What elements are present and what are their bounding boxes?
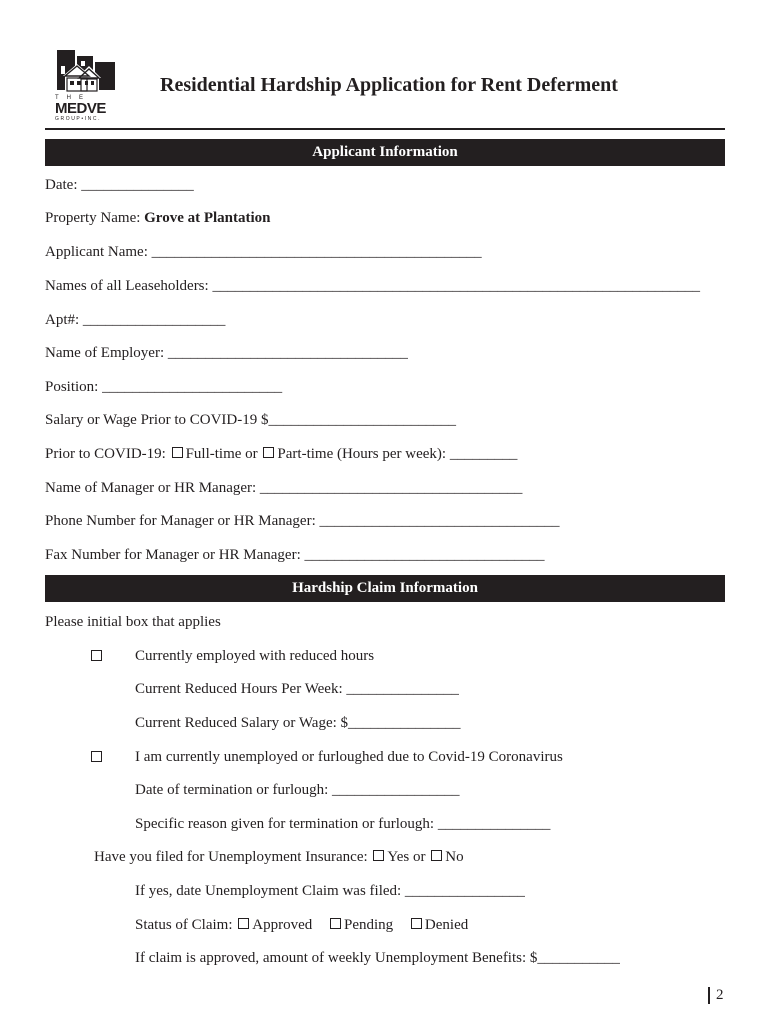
phone-field[interactable]: Phone Number for Manager or HR Manager: ________________________________ — [45, 513, 560, 529]
pending-label: Pending — [344, 917, 394, 933]
approved-label: Approved — [252, 917, 313, 933]
approved-checkbox[interactable] — [238, 918, 249, 929]
date-field[interactable]: Date: _______________ — [45, 177, 194, 193]
property-name-field — [45, 210, 271, 227]
page-number-divider — [708, 987, 710, 1004]
section-header-hardship: Hardship Claim Information — [45, 575, 725, 602]
reduced-hours-label: Currently employed with reduced hours — [135, 648, 375, 664]
parttime-checkbox[interactable] — [263, 447, 274, 458]
pending-checkbox[interactable] — [330, 918, 341, 929]
ui-question-label: Have you filed for Unemployment Insurance: — [94, 849, 368, 865]
ui-question — [94, 849, 464, 866]
claim-status-label: Status of Claim: — [135, 917, 233, 933]
title-divider — [45, 128, 725, 130]
unemployed-checkbox[interactable] — [91, 751, 102, 762]
logo-group: GROUP•INC. — [55, 116, 102, 122]
parttime-label[interactable]: Part-time (Hours per week): _________ — [277, 446, 518, 462]
position-field[interactable]: Position: ________________________ — [45, 379, 283, 395]
prior-covid-label: Prior to COVID-19: — [45, 446, 166, 462]
claim-intro: Please initial box that applies — [45, 614, 221, 630]
section-header-applicant: Applicant Information — [45, 139, 725, 166]
reduced-salary-field[interactable]: Current Reduced Salary or Wage: $_______________ — [135, 715, 461, 731]
property-name-label: Property Name: — [45, 210, 141, 226]
salary-field[interactable]: Salary or Wage Prior to COVID-19 $_________________________ — [45, 412, 456, 428]
ui-yes-label: Yes or — [387, 849, 426, 865]
ui-yes-checkbox[interactable] — [373, 850, 384, 861]
prior-covid-field — [45, 446, 517, 463]
logo-the: THE — [55, 95, 91, 101]
termination-reason-field[interactable]: Specific reason given for termination or furlough: _______________ — [135, 816, 551, 832]
apt-field[interactable]: Apt#: ___________________ — [45, 312, 226, 328]
ui-no-checkbox[interactable] — [431, 850, 442, 861]
page-title: Residential Hardship Application for Rent Deferment — [160, 74, 618, 96]
claim-date-field[interactable]: If yes, date Unemployment Claim was filed: ________________ — [135, 883, 525, 899]
termination-date-field[interactable]: Date of termination or furlough: _________________ — [135, 782, 460, 798]
claim-status-field — [135, 917, 468, 934]
manager-field[interactable]: Name of Manager or HR Manager: ___________________________________ — [45, 480, 523, 496]
employer-field[interactable]: Name of Employer: ________________________________ — [45, 345, 408, 361]
denied-label: Denied — [424, 917, 469, 933]
applicant-name-field[interactable]: Applicant Name: ____________________________________________ — [45, 244, 482, 260]
logo-name: MEDVE — [55, 100, 106, 117]
benefits-field[interactable]: If claim is approved, amount of weekly Unemployment Benefits: $___________ — [135, 950, 620, 966]
fax-field[interactable]: Fax Number for Manager or HR Manager: ________________________________ — [45, 547, 545, 563]
denied-checkbox[interactable] — [411, 918, 422, 929]
reduced-hours-checkbox[interactable] — [91, 650, 102, 661]
fulltime-checkbox[interactable] — [172, 447, 183, 458]
property-name-value: Grove at Plantation — [144, 210, 271, 226]
medve-logo — [55, 48, 117, 124]
reduced-hours-field[interactable]: Current Reduced Hours Per Week: _______________ — [135, 681, 459, 697]
house-icon — [55, 48, 117, 94]
unemployed-label: I am currently unemployed or furloughed due to Covid-19 Coronavirus — [135, 749, 563, 765]
fulltime-label: Full-time or — [185, 446, 258, 462]
ui-no-label: No — [445, 849, 464, 865]
leaseholders-field[interactable]: Names of all Leaseholders: _________________________________________________________________ — [45, 278, 700, 294]
page-number: 2 — [716, 987, 724, 1003]
